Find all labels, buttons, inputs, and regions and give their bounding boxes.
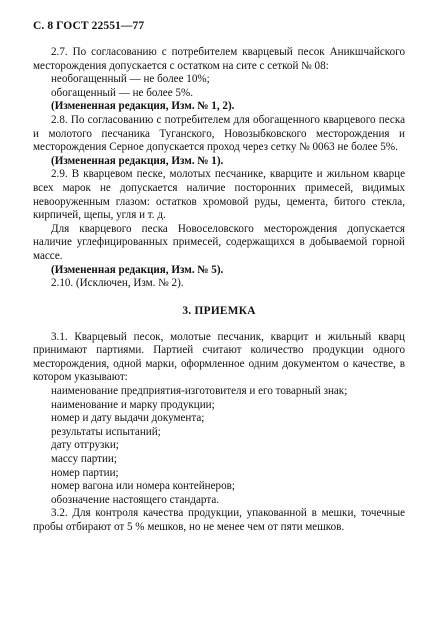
paragraph-2-9: 2.9. В кварцевом песке, молотых песчанике, кварците и жильном кварце всех марок не допускается наличие посторонних примесей, видимых невооруженным глазом: остатков хромовой руды, цемента, битого стекла, кирпичей, щепы, угля и т. д. [33, 168, 405, 222]
list-item: наименование предприятия-изготовителя и его товарный знак; [51, 385, 348, 398]
list-item: номер и дату выдачи документа; [51, 412, 205, 425]
document-page [33, 20, 405, 535]
paragraph-2-10: 2.10. (Исключен, Изм. № 2). [51, 277, 184, 290]
paragraph-2-9-continuation: Для кварцевого песка Новоселовского месторождения допускается наличие углефицированных примесей, содержащихся в добываемой горной массе. [33, 222, 405, 262]
list-item: результаты испытаний; [51, 425, 161, 438]
paragraph-3-2: 3.2. Для контроля качества продукции, упакованной в мешки, точечные пробы отбирают от 5 % мешков, но не менее чем от пяти мешков. [33, 507, 405, 533]
revision-note: (Измененная редакция, Изм. № 1). [51, 154, 224, 167]
paragraph-3-1: 3.1. Кварцевый песок, молотые песчаник, кварцит и жильный кварц принимают партиями. Партией считают количество продукции одного месторождения, одной марки, оформленное одним документом о качестве, в котором указывают: [33, 330, 405, 384]
list-item: массу партии; [51, 453, 117, 466]
page-header: С. 8 ГОСТ 22551—77 [33, 20, 145, 32]
list-item: необогащенный — не более 10%; [51, 73, 210, 86]
revision-note: (Измененная редакция, Изм. № 5). [51, 263, 224, 276]
acceptance-list [33, 385, 405, 507]
paragraph-2-7: 2.7. По согласованию с потребителем кварцевый песок Аникшчайского месторождения допускается с остатком на сите с сеткой № 08: [33, 46, 405, 72]
section-heading: 3. ПРИЕМКА [182, 304, 256, 317]
list-item: дату отгрузки; [51, 439, 119, 452]
list-item: обогащенный — не более 5%. [51, 86, 193, 99]
revision-note: (Измененная редакция, Изм. № 1, 2). [51, 100, 235, 113]
list-item: номер вагона или номера контейнеров; [51, 480, 235, 493]
list-item: обозначение настоящего стандарта. [51, 493, 220, 506]
paragraph-2-8: 2.8. По согласованию с потребителем для обогащенного кварцевого песка и молотого песчаника Туганского, Новозыбковского месторождения и месторождения Серное допускается проход через сетку № 0063 не более 5%. [33, 113, 405, 154]
list-item: номер партии; [51, 466, 119, 479]
list-item: наименование и марку продукции; [51, 398, 215, 411]
